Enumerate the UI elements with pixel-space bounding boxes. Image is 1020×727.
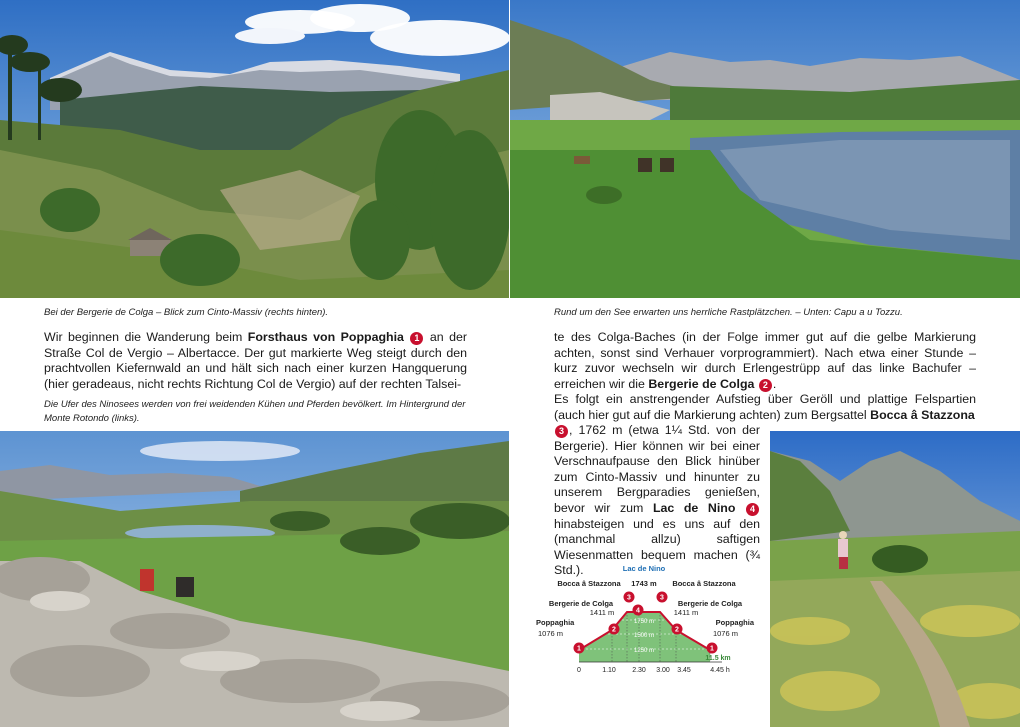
photo-ninosee xyxy=(0,431,509,727)
time-label: 1.10 xyxy=(602,667,616,674)
waypoint-marker: 4 xyxy=(746,503,759,516)
label-poppaghia-left: Poppaghia xyxy=(536,618,575,627)
profile-waypoint-label: 2 xyxy=(612,626,616,634)
label-poppaghia-right-alt: 1076 m xyxy=(712,629,738,638)
label-poppaghia-left-alt: 1076 m xyxy=(538,629,564,638)
profile-waypoint-label: 3 xyxy=(660,594,664,602)
label-bergerie-left: Bergerie de Colga xyxy=(548,599,614,608)
label-distance: 11.5 km xyxy=(705,655,731,662)
label-bergerie-right: Bergerie de Colga xyxy=(677,599,743,608)
body-text-right-column xyxy=(554,423,760,579)
text-fragment: Es folgt ein anstrengender Aufstieg über Geröll und plattige Felspartien (auch hier gut auf die Markierung achten) zum Bergsattel xyxy=(554,392,976,422)
waypoint-marker: 2 xyxy=(759,379,772,392)
caption-bottom-left: Die Ufer des Ninosees werden von frei weidenden Kühen und Pferden bevölkert. Im Hintergrund der Monte Rotondo (links). xyxy=(44,399,466,424)
photo-capu-tozzu xyxy=(770,431,1020,727)
text-fragment: hinabsteigen und es uns auf den (manchmal allzu) saftigen Wiesenmatten bequem machen (¾ Std.). xyxy=(554,516,760,578)
place-lac-de-nino: Lac de Nino xyxy=(652,500,736,515)
time-label: 2.30 xyxy=(632,667,646,674)
waypoint-marker: 1 xyxy=(410,332,423,345)
time-label: 4.45 h xyxy=(710,667,730,674)
text-fragment: Wir beginnen die Wanderung beim xyxy=(44,330,248,344)
place-forsthaus-poppaghia: Forsthaus von Poppaghia xyxy=(247,330,404,344)
text-fragment: . xyxy=(772,376,777,391)
place-bergerie-colga: Bergerie de Colga xyxy=(648,376,755,391)
body-text-left xyxy=(44,330,467,392)
text-fragment: te des Colga-Baches (in der Folge immer gut auf die gelbe Markierung achten, sonst sind Verhauer vorprogrammiert). Nach etwa einer Stunde – kurz zuvor wechseln wir durch Erlengestrüpp auf das linke Bachufer – erreichen wir die xyxy=(554,330,976,391)
grid-label-1750: 1750 m xyxy=(633,619,655,625)
label-bocca-right: Bocca â Stazzona xyxy=(672,579,736,588)
caption-top-left: Bei der Bergerie de Colga – Blick zum Cinto-Massiv (rechts hinten). xyxy=(44,307,329,318)
body-text-right-top xyxy=(554,330,976,392)
text-fragment: , 1762 m (etwa 1¼ Std. von der Bergerie). Hier können wir bei einer Verschnaufpause den Blick hinüber zum Cinto-Massiv und hinunter zu unserem Bergparadies genießen, bevor wir zum xyxy=(554,423,760,515)
label-bergerie-left-alt: 1411 m xyxy=(589,608,615,617)
profile-waypoint-label: 2 xyxy=(675,626,679,634)
label-lac-alt: 1743 m xyxy=(631,579,657,588)
time-label: 0 xyxy=(577,667,581,674)
profile-waypoint-label: 3 xyxy=(627,594,631,602)
text-fragment: an der Straße Col de Vergio – Albertacce. Der gut markierte Weg steigt durch den prachtvollen Kiefernwald an und hält sich nach einer kurzen Hangquerung (hier geradeaus, nicht rechts Richtung Col de Vergio) auf der rechten Talsei- xyxy=(44,330,467,391)
grid-label-1500: 1500 m xyxy=(633,633,655,639)
waypoint-marker: 3 xyxy=(555,425,568,438)
grid-label-1250: 1250 m xyxy=(633,648,655,654)
caption-top-right: Rund um den See erwarten uns herrliche Rastplätzchen. – Unten: Capu a u Tozzu. xyxy=(554,307,903,318)
label-bocca-left: Bocca â Stazzona xyxy=(557,579,621,588)
place-bocca-stazzona: Bocca â Stazzona xyxy=(870,407,975,422)
profile-waypoint-label: 4 xyxy=(636,607,640,615)
elevation-profile xyxy=(532,562,758,682)
label-poppaghia-right: Poppaghia xyxy=(715,618,754,627)
photo-bergerie-colga xyxy=(0,0,509,298)
profile-waypoint-label: 1 xyxy=(710,645,714,653)
photo-lake-rest xyxy=(510,0,1020,298)
time-label: 3.00 xyxy=(656,667,670,674)
label-bergerie-right-alt: 1411 m xyxy=(673,608,699,617)
profile-waypoint-label: 1 xyxy=(577,645,581,653)
label-lac-de-nino: Lac de Nino xyxy=(622,564,666,573)
time-label: 3.45 xyxy=(677,667,691,674)
